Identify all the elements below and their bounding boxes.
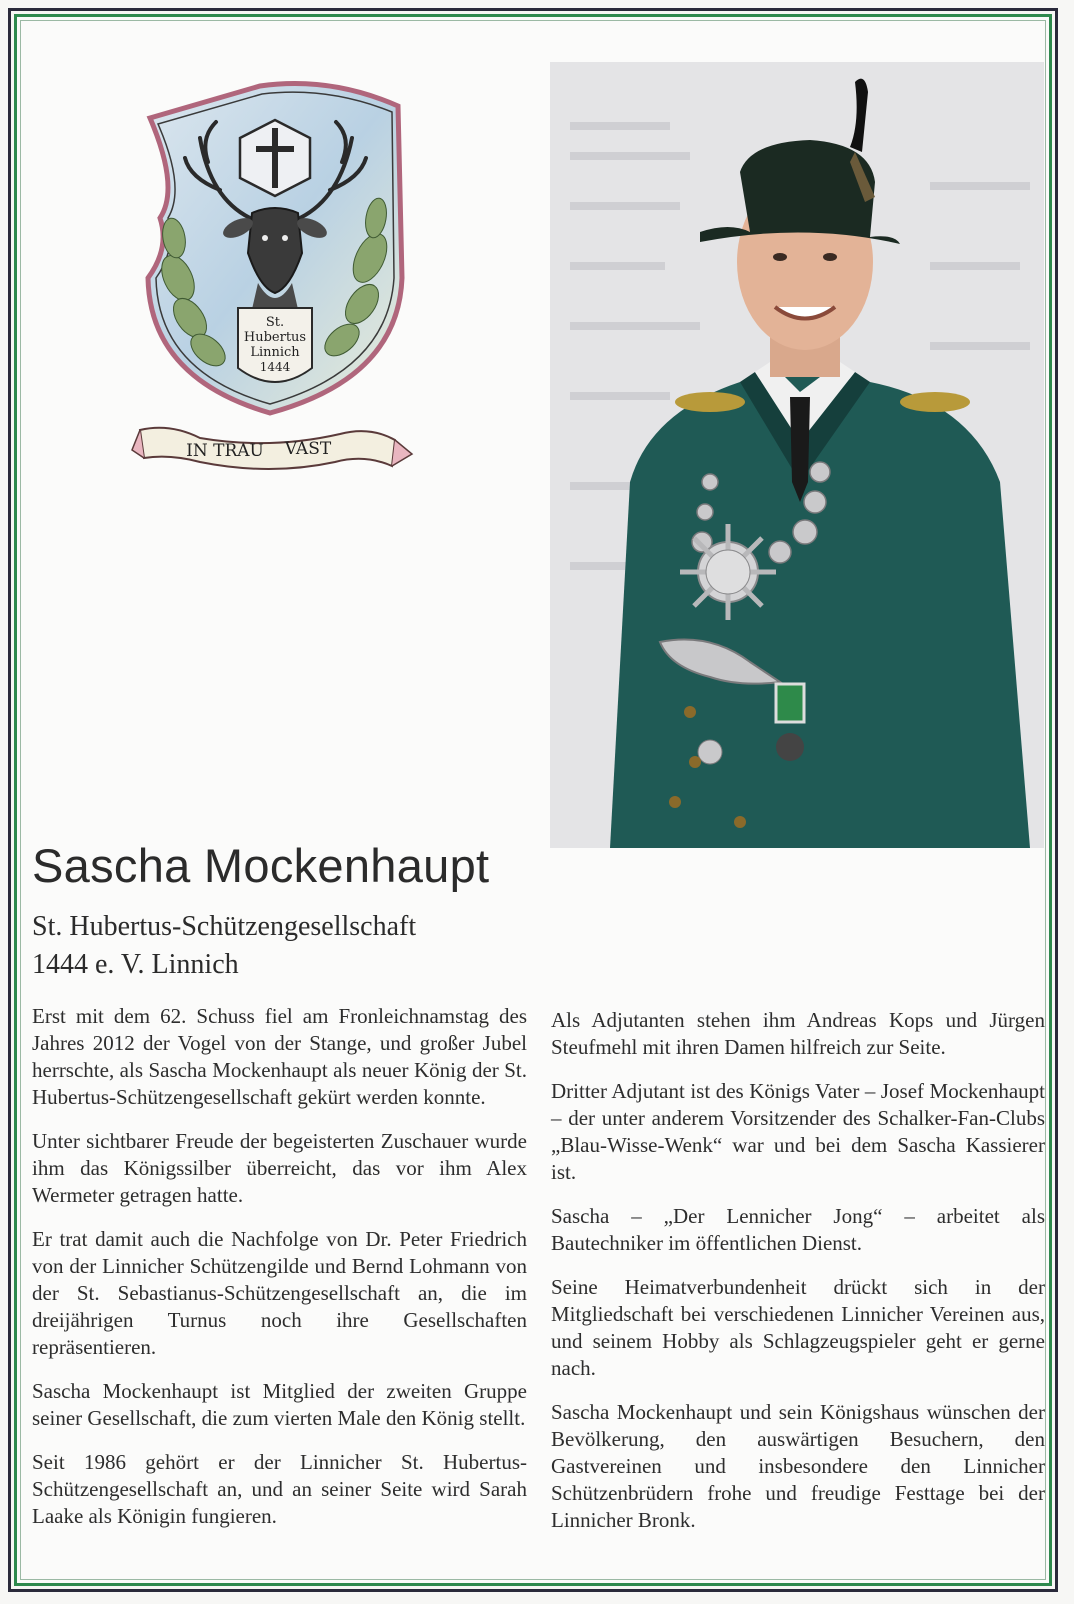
coat-of-arms-logo <box>130 78 420 498</box>
paragraph: Er trat damit auch die Nachfolge von Dr. Peter Friedrich von der Linnicher Schützengilde und Bernd Lohmann von der St. Sebastianus-Schützengesellschaft an, die im dreijährigen Turnus noch ihre Gesellschaften repräsentieren. <box>32 1227 527 1359</box>
club-name-subheading <box>32 908 552 984</box>
svg-text:IN TRAU: IN TRAU <box>186 441 264 461</box>
right-epaulette <box>900 392 970 412</box>
paragraph: Unter sichtbarer Freude der begeisterten Zuschauer wurde ihm das Königssilber überreicht, das vor ihm Alex Wermeter getragen hatte. <box>32 1129 527 1207</box>
paragraph: Sascha Mockenhaupt und sein Königshaus wünschen der Bevölkerung, den auswärtigen Besuchern, den Gastvereinen und insbesondere den Linnicher Schützenbrüdern frohe und freudige Festtage bei der Linnicher Bronk. <box>551 1400 1045 1532</box>
svg-text:VAST: VAST <box>284 439 332 459</box>
motto-ribbon <box>132 428 412 469</box>
person-name-heading: Sascha Mockenhaupt <box>32 839 490 892</box>
svg-text:1444: 1444 <box>259 360 291 374</box>
paragraph: Seine Heimatverbundenheit drückt sich in der Mitgliedschaft bei verschiedenen Linnicher Vereinen aus, und seinem Hobby als Schlagzeugspieler geht er gerne nach. <box>551 1275 1045 1380</box>
paragraph: Sascha – „Der Lennicher Jong“ – arbeitet als Bautechniker im öffentlichen Dienst. <box>551 1204 1045 1255</box>
club-name-line-2: 1444 e. V. Linnich <box>32 949 239 980</box>
svg-text:St.: St. <box>265 315 285 330</box>
club-name-line-1: St. Hubertus-Schützengesellschaft <box>32 911 417 942</box>
left-epaulette <box>675 392 745 412</box>
paragraph: Als Adjutanten stehen ihm Andreas Kops und Jürgen Steufmehl mit ihren Damen hilfreich zur Seite. <box>551 1008 1045 1059</box>
svg-text:Linnich: Linnich <box>250 345 300 360</box>
paragraph: Dritter Adjutant ist des Königs Vater – Josef Mockenhaupt – der unter anderem Vorsitzender des Schalker-Fan-Clubs „Blau-Wisse-Wenk“ war und bei dem Sascha Kassierer ist. <box>551 1079 1045 1184</box>
portrait-photo <box>550 62 1044 848</box>
paragraph: Erst mit dem 62. Schuss fiel am Fronleichnamstag des Jahres 2012 der Vogel von der Stange, und großer Jubel herrschte, als Sascha Mockenhaupt als neuer König der St. Hubertus-Schützengesellschaft gekürt werden konnte. <box>32 1004 527 1109</box>
svg-text:Hubertus: Hubertus <box>243 330 307 345</box>
inscription-plaque <box>238 308 312 382</box>
right-text-column <box>551 1007 1045 1551</box>
left-text-column <box>32 1003 527 1547</box>
cross-emblem <box>240 120 310 196</box>
paragraph: Sascha Mockenhaupt ist Mitglied der zweiten Gruppe seiner Gesellschaft, die zum vierten Male den König stellt. <box>32 1379 527 1430</box>
paragraph: Seit 1986 gehört er der Linnicher St. Hubertus-Schützengesellschaft an, und an seiner Seite wird Sarah Laake als Königin fungieren. <box>32 1450 527 1528</box>
sun-medal <box>680 524 776 620</box>
green-ribbon-medal <box>776 684 804 722</box>
